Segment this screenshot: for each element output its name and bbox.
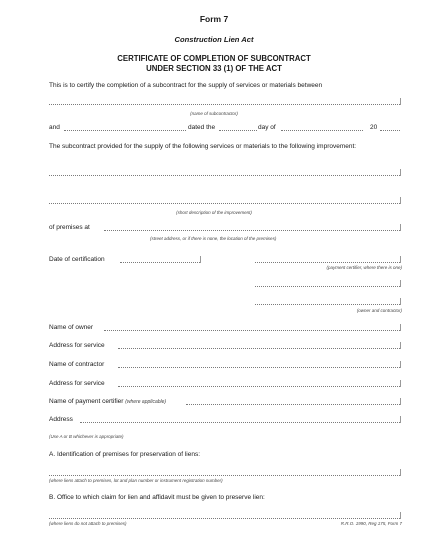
field-end-tick	[400, 342, 401, 349]
contractor-address-field[interactable]	[118, 386, 400, 387]
improvement-caption: (short description of the improvement)	[176, 210, 252, 215]
payment-certifier-sign-field[interactable]	[255, 262, 400, 263]
contractor-field[interactable]	[118, 367, 400, 368]
section-b-heading: B. Office to which claim for lien and affidavit must be given to preserve lien:	[49, 494, 265, 501]
section-a-heading: A. Identification of premises for preservation of liens:	[49, 451, 201, 458]
field-end-tick	[400, 298, 401, 305]
field-end-tick	[400, 361, 401, 368]
field-end-tick	[400, 256, 401, 263]
field-end-tick	[400, 324, 401, 331]
year-prefix-label: 20	[370, 124, 378, 131]
payment-certifier-label-text: Name of payment certifier	[49, 398, 124, 405]
intro-text: This is to certify the completion of a subcontract for the supply of services or materials between	[49, 82, 323, 89]
day-of-label: day of	[258, 124, 276, 131]
contractor-address-label: Address for service	[49, 380, 105, 387]
and-label: and	[49, 124, 60, 131]
field-end-tick	[400, 469, 401, 476]
form-number: Form 7	[199, 14, 229, 24]
field-end-tick	[400, 224, 401, 231]
second-party-field[interactable]	[64, 130, 186, 131]
day-field[interactable]	[219, 130, 257, 131]
use-ab-caption: (Use A or B whichever is appropriate)	[49, 434, 124, 439]
premises-label: of premises at	[49, 224, 90, 231]
regulation-reference: R.R.O. 1990, Reg 175, Form 7	[340, 521, 402, 526]
year-field[interactable]	[380, 130, 400, 131]
owner-address-label: Address for service	[49, 342, 105, 349]
owner-label: Name of owner	[49, 324, 94, 331]
address-caption: (street address, or if there is none, the location of the premises)	[150, 236, 277, 241]
services-field[interactable]	[49, 175, 400, 176]
date-cert-label: Date of certification	[49, 256, 105, 263]
payment-certifier-caption: (payment certifier, where there is one)	[326, 265, 402, 270]
owner-address-field[interactable]	[118, 348, 400, 349]
certifier-address-field[interactable]	[80, 422, 400, 423]
certificate-subtitle: UNDER SECTION 33 (1) OF THE ACT	[146, 64, 282, 73]
field-end-tick	[400, 512, 401, 519]
subcontractor-field[interactable]	[49, 104, 400, 105]
field-end-tick	[400, 380, 401, 387]
payment-certifier-field[interactable]	[186, 404, 400, 405]
payment-certifier-label	[49, 398, 166, 405]
certificate-title: CERTIFICATE OF COMPLETION OF SUBCONTRACT	[117, 54, 311, 63]
subcontract-text: The subcontract provided for the supply of the following services or materials to the following improvement:	[49, 143, 357, 150]
contractor-sign-field[interactable]	[255, 304, 400, 305]
field-end-tick	[400, 98, 401, 105]
subcontractor-caption: (name of subcontractor)	[190, 111, 238, 116]
dated-label: dated the	[188, 124, 216, 131]
field-end-tick	[400, 197, 401, 204]
improvement-field[interactable]	[49, 203, 400, 204]
where-not-attach-caption: (where liens do not attach to premises)	[49, 521, 127, 526]
where-attach-caption: (where liens attach to premises, lot and plan number or instrument registration number)	[49, 478, 223, 483]
section-b-field[interactable]	[49, 518, 400, 519]
date-cert-field[interactable]	[120, 262, 200, 263]
field-end-tick	[400, 416, 401, 423]
contractor-label: Name of contractor	[49, 361, 105, 368]
owner-sign-field[interactable]	[255, 286, 400, 287]
field-end-tick	[400, 398, 401, 405]
owner-contractor-caption: (owner and contractor)	[356, 308, 402, 313]
month-field[interactable]	[281, 130, 363, 131]
field-end-tick	[400, 280, 401, 287]
owner-field[interactable]	[104, 330, 400, 331]
section-a-field[interactable]	[49, 475, 400, 476]
act-title: Construction Lien Act	[174, 35, 254, 44]
field-end-tick	[200, 256, 201, 263]
field-end-tick	[400, 169, 401, 176]
certifier-address-label: Address	[49, 416, 73, 423]
premises-field[interactable]	[104, 230, 400, 231]
where-applicable-note: (where applicable)	[125, 399, 167, 405]
